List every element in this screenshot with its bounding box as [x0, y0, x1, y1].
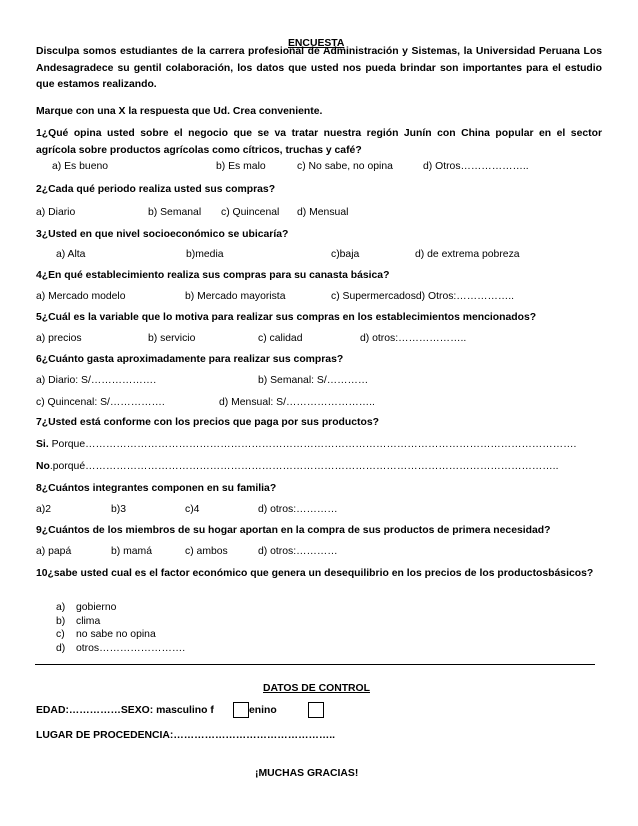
edad-sexo-line[interactable] — [36, 706, 214, 716]
q9-option-c[interactable]: c) ambos — [185, 546, 228, 557]
q6-option-a[interactable]: a) Diario: S/………………. — [36, 375, 157, 386]
q9-option-a[interactable]: a) papá — [36, 546, 72, 557]
q3-option-a[interactable]: a) Alta — [56, 249, 86, 260]
q10-option-c-marker: c) — [56, 629, 65, 640]
thanks-message: ¡MUCHAS GRACIAS! — [255, 768, 359, 779]
q7-no-blank[interactable]: .porqué……………………………………………………………………………………………………………………….. — [49, 461, 559, 472]
q2-option-b[interactable]: b) Semanal — [148, 207, 202, 218]
intro-line-1: Disculpa somos estudiantes de la carrera profesional de Administración y Sistemas, la Universidad Peruana Los — [36, 46, 602, 57]
femenino-checkbox[interactable] — [308, 702, 324, 718]
q10-option-d[interactable] — [56, 643, 186, 654]
q6-option-b[interactable]: b) Semanal: S/………… — [258, 375, 369, 386]
control-title: DATOS DE CONTROL — [263, 683, 370, 694]
q5-option-a[interactable]: a) precios — [36, 333, 82, 344]
q3-option-d[interactable]: d) de extrema pobreza — [415, 249, 520, 260]
q8-option-c[interactable]: c)4 — [185, 504, 200, 515]
q9-option-d[interactable]: d) otros:………… — [258, 546, 338, 557]
question-2: 2¿Cada qué periodo realiza usted sus compras? — [36, 184, 276, 195]
question-1-line-1: 1¿Qué opina usted sobre el negocio que se va tratar nuestra región Junín con China popular en el sector — [36, 128, 602, 139]
q10-option-a[interactable] — [56, 602, 117, 613]
q1-option-c[interactable]: c) No sabe, no opina — [297, 161, 393, 172]
q10-option-d-label: otros……………………. — [76, 643, 186, 654]
q5-option-c[interactable]: c) calidad — [258, 333, 303, 344]
femenino-label: enino — [249, 705, 277, 716]
q7-si-blank[interactable]: Porque……………………………………………………………………………………………………………………………. — [48, 439, 577, 450]
question-8: 8¿Cuántos integrantes componen en su familia? — [36, 483, 277, 494]
q1-option-b[interactable]: b) Es malo — [216, 161, 266, 172]
edad-sexo-text: EDAD:……………SEXO: masculino f — [36, 705, 214, 716]
q6-option-d[interactable]: d) Mensual: S/…………………….. — [219, 397, 375, 408]
q7-no-label: No — [36, 461, 50, 472]
q10-option-a-marker: a) — [56, 602, 66, 613]
q6-option-c[interactable]: c) Quincenal: S/……………. — [36, 397, 165, 408]
q8-option-b[interactable]: b)3 — [111, 504, 127, 515]
question-4: 4¿En qué establecimiento realiza sus compras para su canasta básica? — [36, 270, 390, 281]
q3-option-b[interactable]: b)media — [186, 249, 224, 260]
question-10: 10¿sabe usted cual es el factor económico que genera un desequilibrio en los precios de los productosbásicos? — [36, 568, 594, 579]
q10-option-b-marker: b) — [56, 616, 66, 627]
q4-option-c[interactable]: c) Supermercadosd) Otros:…………….. — [331, 291, 515, 302]
q2-option-a[interactable]: a) Diario — [36, 207, 76, 218]
q4-option-b[interactable]: b) Mercado mayorista — [185, 291, 286, 302]
q10-option-c[interactable] — [56, 629, 156, 640]
question-1 — [36, 126, 602, 159]
question-1-line-2: agrícola sobre productos agrícolas como cítricos, truchas y café? — [36, 144, 362, 156]
q4-option-a[interactable]: a) Mercado modelo — [36, 291, 126, 302]
masculino-checkbox[interactable] — [233, 702, 249, 718]
question-7: 7¿Usted está conforme con los precios que paga por sus productos? — [36, 417, 379, 428]
intro-line-3: que estamos realizando. — [36, 79, 157, 90]
survey-title: ENCUESTA — [288, 38, 345, 49]
intro-line-2: Andesagradece su gentil colaboración, los datos que usted nos pueda brindar son importantes para el estudio — [36, 62, 602, 74]
intro-paragraph — [36, 44, 602, 94]
q10-option-b[interactable] — [56, 616, 101, 627]
q5-option-b[interactable]: b) servicio — [148, 333, 196, 344]
q8-option-a[interactable]: a)2 — [36, 504, 52, 515]
q10-option-a-label: gobierno — [76, 602, 117, 613]
question-9: 9¿Cuántos de los miembros de su hogar aportan en la compra de sus productos de primera necesidad? — [36, 525, 551, 536]
q1-option-a[interactable]: a) Es bueno — [52, 161, 109, 172]
q2-option-d[interactable]: d) Mensual — [297, 207, 349, 218]
q7-no-line[interactable] — [36, 462, 558, 472]
q10-option-d-marker: d) — [56, 643, 66, 654]
instruction-text: Marque con una X la respuesta que Ud. Crea conveniente. — [36, 106, 323, 117]
q7-si-label: Si. — [36, 439, 49, 450]
q7-si-line[interactable] — [36, 440, 576, 450]
q5-option-d[interactable]: d) otros:……………….. — [360, 333, 467, 344]
q10-option-b-label: clima — [76, 616, 101, 627]
q3-option-c[interactable]: c)baja — [331, 249, 360, 260]
q1-option-d[interactable]: d) Otros……………….. — [423, 161, 529, 172]
section-divider — [35, 664, 595, 665]
procedencia-field[interactable]: LUGAR DE PROCEDENCIA:……………………………………….. — [36, 730, 336, 741]
q10-option-c-label: no sabe no opina — [76, 629, 156, 640]
q2-option-c[interactable]: c) Quincenal — [221, 207, 280, 218]
question-5: 5¿Cuál es la variable que lo motiva para realizar sus compras en los establecimientos mencionados? — [36, 312, 537, 323]
q8-option-d[interactable]: d) otros:………… — [258, 504, 338, 515]
q9-option-b[interactable]: b) mamá — [111, 546, 152, 557]
question-3: 3¿Usted en que nivel socioeconómico se ubicaría? — [36, 229, 289, 240]
question-6: 6¿Cuánto gasta aproximadamente para realizar sus compras? — [36, 354, 344, 365]
